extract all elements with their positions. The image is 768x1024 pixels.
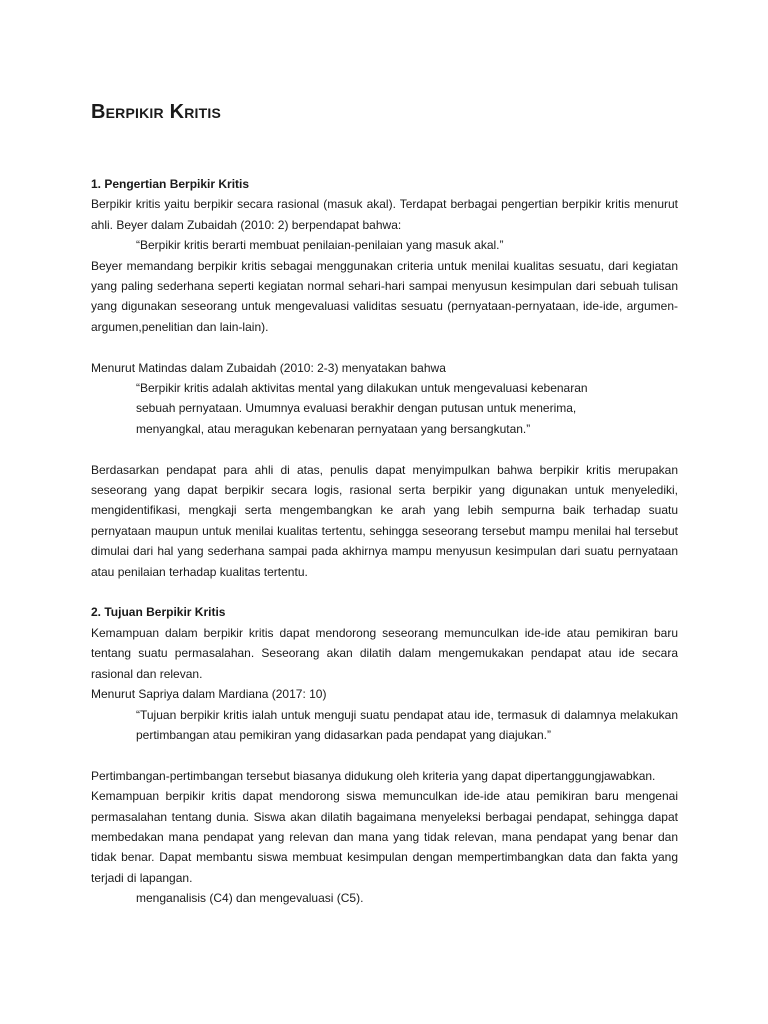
paragraph: Beyer memandang berpikir kritis sebagai menggunakan criteria untuk menilai kualitas sesuatu, dari kegiatan yang paling sederhana seperti kegiatan normal sehari-hari sampai menyusun kesimpulan dari sebuah tulisan yang digunakan seseorang untuk mengevaluasi validitas sesuatu (pernyataan-pernyataan, ide-ide, argumen-argumen,penelitian dan lain-lain). [91, 258, 678, 334]
section-heading-tujuan: 2. Tujuan Berpikir Kritis [91, 605, 226, 620]
page-title: Berpikir Kritis [91, 101, 222, 123]
spacer [91, 745, 678, 765]
spacer [91, 337, 678, 357]
section-heading-pengertian: 1. Pengertian Berpikir Kritis [91, 177, 250, 191]
quote-sapriya: “Tujuan berpikir kritis ialah untuk menguji suatu pendapat atau ide, termasuk di dalamnya melakukan pertimbangan atau pemikiran yang didasarkan pada pendapat yang diajukan.” [136, 707, 678, 742]
paragraph: Berdasarkan pendapat para ahli di atas, penulis dapat menyimpulkan bahwa berpikir kritis merupakan seseorang yang dapat berpikir secara logis, rasional serta berpikir yang digunakan untuk menyelediki, mengidentifikasi, mengkaji serta mengembangkan ke arah yang lebih sempurna baik terhadap suatu pernyataan maupun untuk menilai kualitas tertentu, sehingga seseorang tersebut mampu menilai hal tersebut dimulai dari hal yang sederhana sampai pada akhirnya mampu menyusun kesimpulan dari suatu pernyataan atau penilaian terhadap kualitas tertentu. [91, 462, 678, 579]
paragraph: Pertimbangan-pertimbangan tersebut biasanya didukung oleh kriteria yang dapat dipertanggungjawabkan. [91, 768, 656, 783]
paragraph: Berpikir kritis yaitu berpikir secara rasional (masuk akal). Terdapat berbagai pengertian berpikir kritis menurut ahli. Beyer dalam Zubaidah (2010: 2) berpendapat bahwa: [91, 197, 678, 232]
paragraph: Kemampuan dalam berpikir kritis dapat mendorong seseorang memunculkan ide-ide atau pemikiran baru tentang suatu permasalahan. Seseorang akan dilatih dalam mengemukakan pendapat atau ide secara rasional dan relevan. [91, 625, 678, 681]
paragraph: Menurut Sapriya dalam Mardiana (2017: 10) [91, 687, 327, 702]
spacer [91, 439, 678, 459]
paragraph: Menurut Matindas dalam Zubaidah (2010: 2-3) menyatakan bahwa [91, 360, 446, 375]
spacer [91, 582, 678, 602]
paragraph: menganalisis (C4) dan mengevaluasi (C5). [136, 891, 364, 906]
quote-beyer: “Berpikir kritis berarti membuat penilaian-penilaian yang masuk akal.” [136, 238, 504, 253]
document-body [91, 174, 678, 909]
paragraph: Kemampuan berpikir kritis dapat mendorong siswa memunculkan ide-ide atau pemikiran baru mengenai permasalahan tentang dunia. Siswa akan dilatih bagaimana menyeleksi berbagai pendapat, sehingga dapat membedakan mana pendapat yang relevan dan mana yang tidak relevan, mana pendapat yang benar dan tidak benar. Dapat membantu siswa membuat kesimpulan dengan mempertimbangkan data dan fakta yang terjadi di lapangan. [91, 789, 678, 885]
quote-matindas: “Berpikir kritis adalah aktivitas mental yang dilakukan untuk mengevaluasi kebenaran sebuah pernyataan. Umumnya evaluasi berakhir dengan putusan untuk menerima, menyangkal, atau meragukan kebenaran pernyataan yang bersangkutan.” [136, 381, 588, 436]
